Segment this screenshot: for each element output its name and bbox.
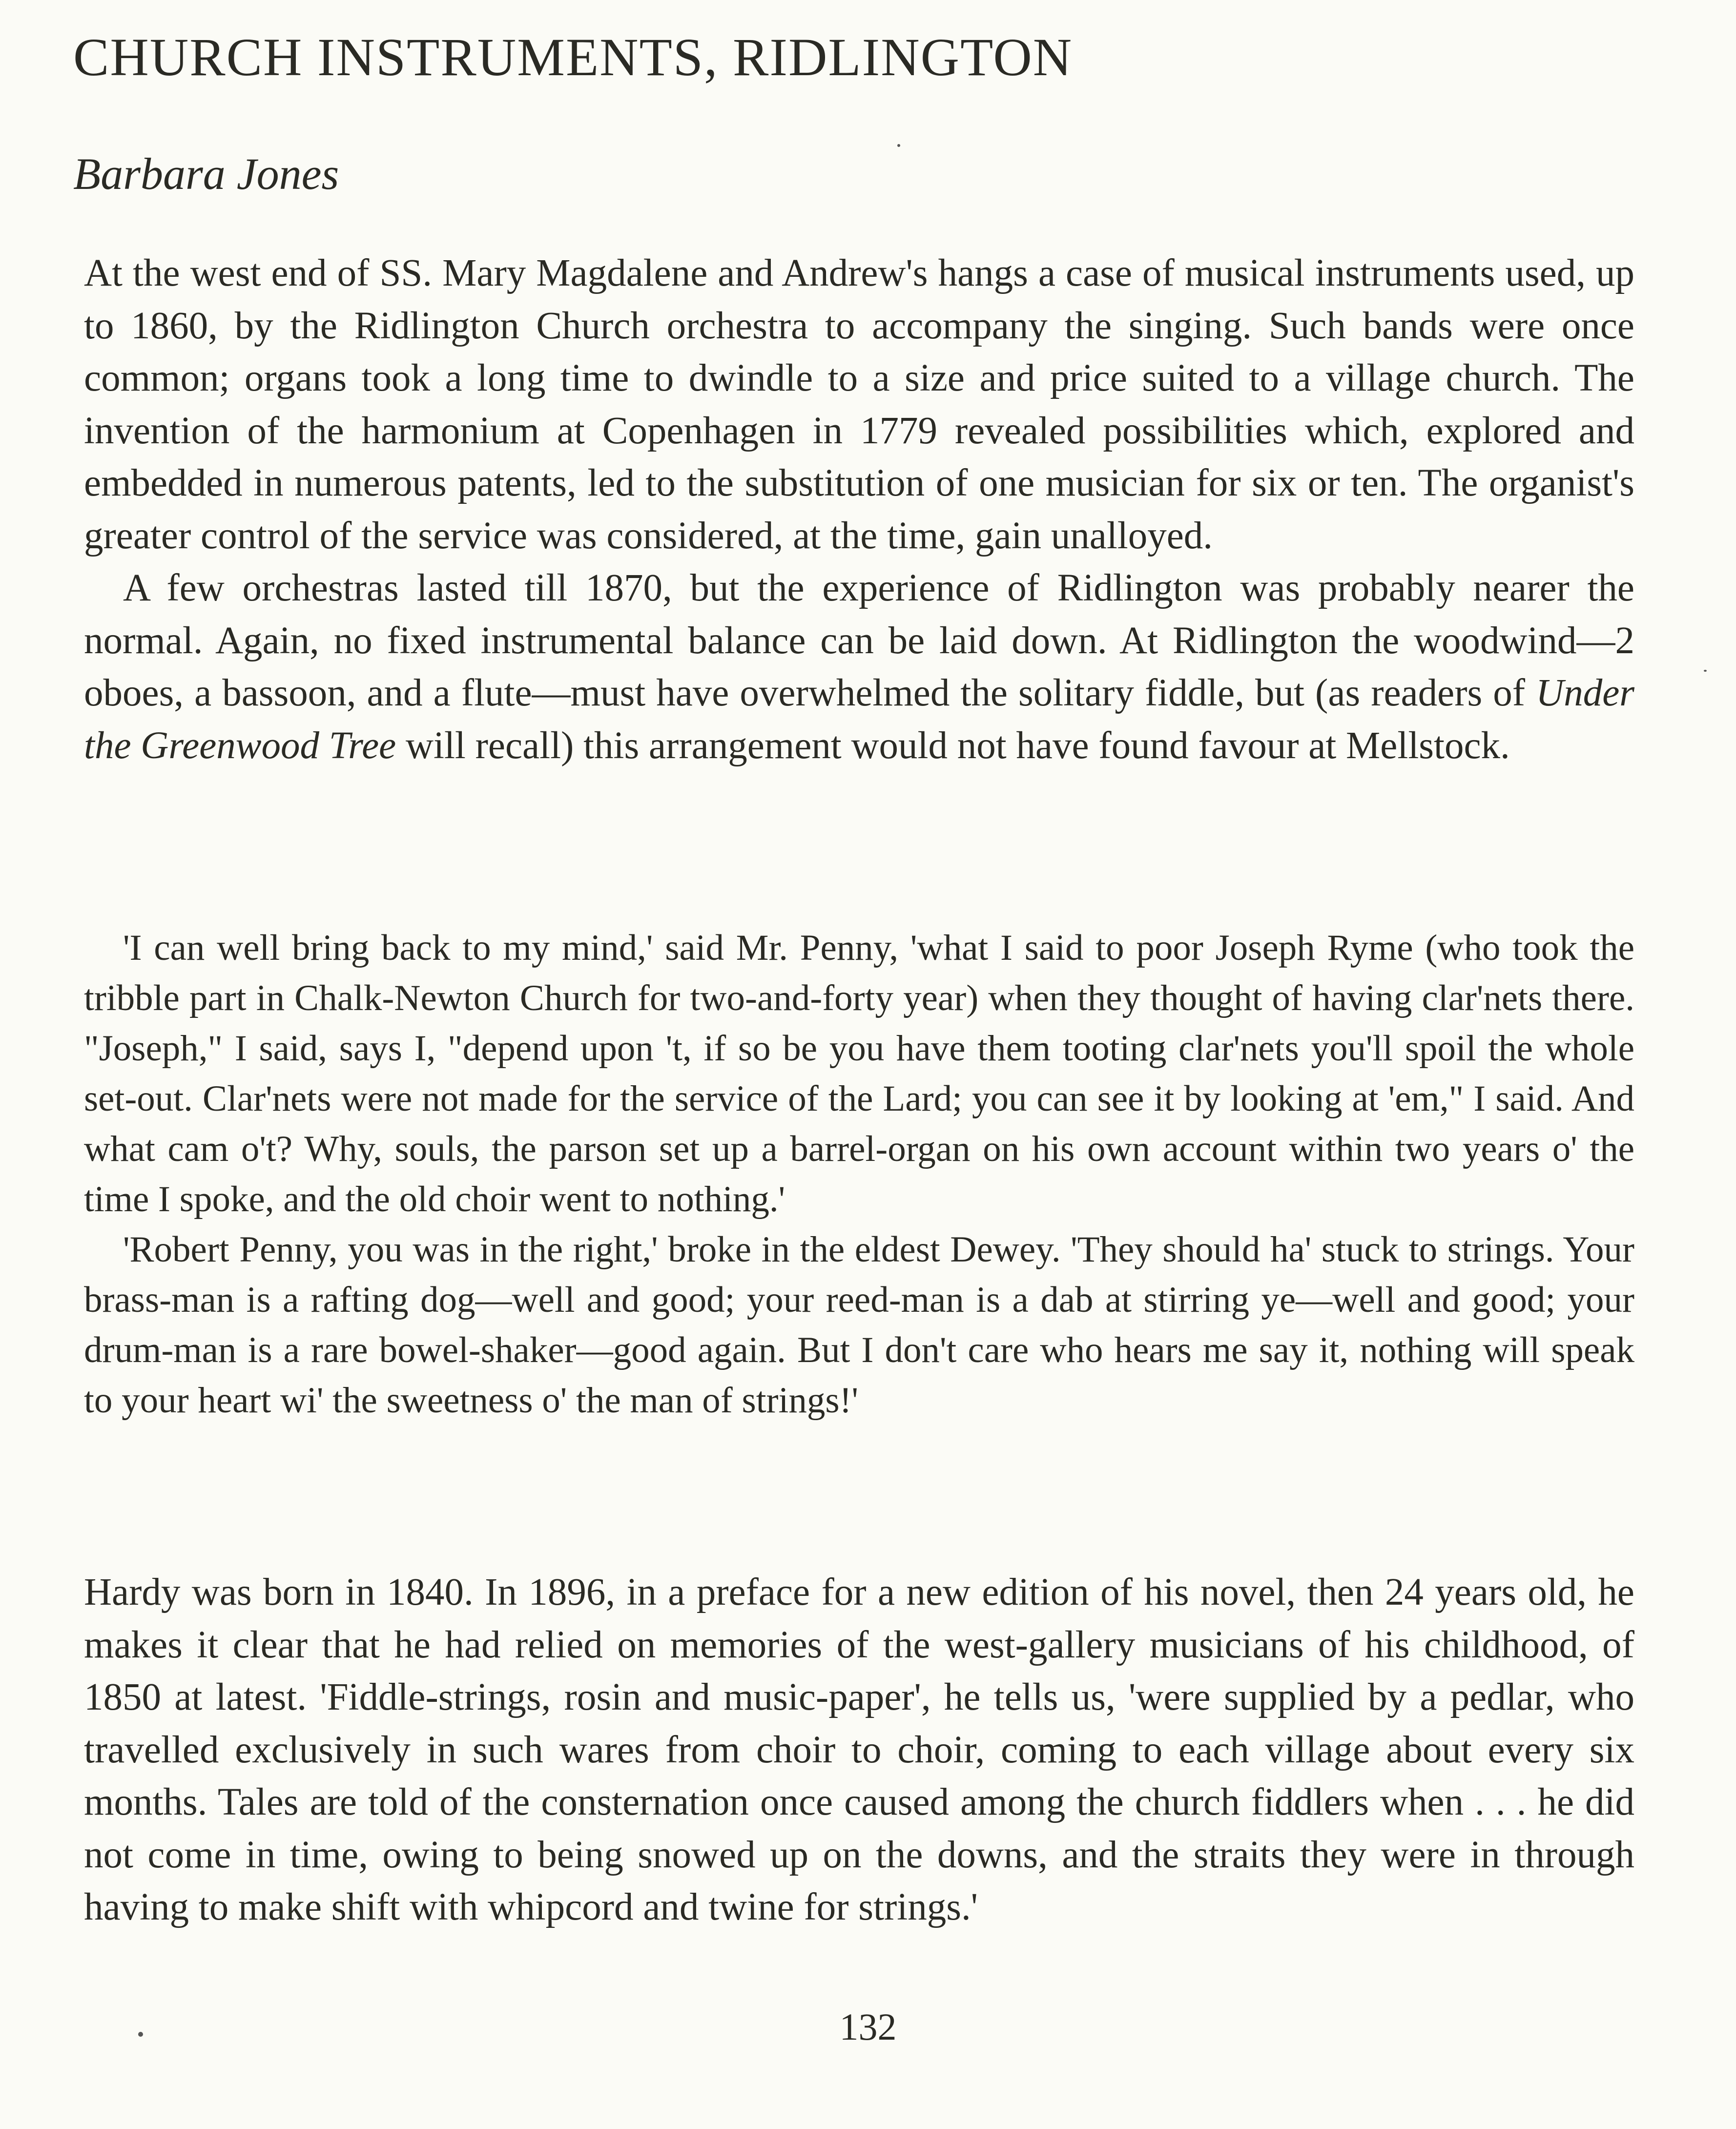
quoted-passage: [84, 923, 1634, 1426]
scan-speck: [1704, 670, 1707, 672]
page-number: 132: [839, 2005, 897, 2048]
author-byline: Barbara Jones: [73, 149, 339, 199]
paragraph-1: At the west end of SS. Mary Magdalene and Andrew's hangs a case of musical instruments used, up to 1860, by the Ridlington Church orchestra to accompany the singing. Such bands were once common; organs took a long time to dwindle to a size and price suited to a village church. The invention of the harmonium at Copenhagen in 1779 revealed possibilities which, explored and embedded in numerous patents, led to the substitution of one musician for six or ten. The organist's greater control of the service was considered, at the time, gain unalloyed.: [84, 252, 1634, 557]
paragraph-2-text-a: A few orchestras lasted till 1870, but the experience of Ridlington was probably nearer the normal. Again, no fixed instrumental balance can be laid down. At Ridlington the woodwind—2 oboes, a bassoon, and a flute—must have overwhelmed the solitary fiddle, but (as readers of: [84, 567, 1634, 714]
paragraph-2-text-b: will recall) this arrangement would not have found favour at Mellstock.: [396, 724, 1510, 767]
article-title: CHURCH INSTRUMENTS, RIDLINGTON: [73, 27, 1073, 87]
quote-paragraph-2: 'Robert Penny, you was in the right,' broke in the eldest Dewey. 'They should ha' stuck to strings. Your brass-man is a rafting dog—well and good; your reed-man is a dab at stirring ye—well and good; your drum-man is a rare bowel-shaker—good again. But I don't care who hears me say it, nothing will speak to your heart wi' the sweetness o' the man of strings!': [84, 1229, 1634, 1421]
body-section-1: [84, 247, 1634, 772]
paragraph-2: [84, 562, 1634, 772]
book-title: Under the Greenwood Tree: [84, 672, 1634, 767]
quote-paragraph-1: 'I can well bring back to my mind,' said Mr. Penny, 'what I said to poor Joseph Ryme (who took the tribble part in Chalk-Newton Church for two-and-forty year) when they thought of having clar'nets there. "Joseph," I said, says I, "depend upon 't, if so be you have them tooting clar'nets you'll spoil the whole set-out. Clar'nets were not made for the service of the Lard; you can see it by looking at 'em," I said. And what cam o't? Why, souls, the parson set up a barrel-organ on his own account within two years o' the time I spoke, and the old choir went to nothing.': [84, 928, 1634, 1220]
paragraph-3: Hardy was born in 1840. In 1896, in a preface for a new edition of his novel, then 24 years old, he makes it clear that he had relied on memories of the west-gallery musicians of his childhood, of 1850 at latest. 'Fiddle-strings, rosin and music-paper', he tells us, 'were supplied by a pedlar, who travelled exclusively in such wares from choir to choir, coming to each village about every six months. Tales are told of the consternation once caused among the church fiddlers when . . . he did not come in time, owing to being snowed up on the downs, and the straits they were in through having to make shift with whipcord and twine for strings.': [84, 1571, 1634, 1928]
body-section-2: [84, 1566, 1634, 1934]
scan-speck: [897, 144, 900, 147]
scan-speck: [138, 2032, 143, 2037]
